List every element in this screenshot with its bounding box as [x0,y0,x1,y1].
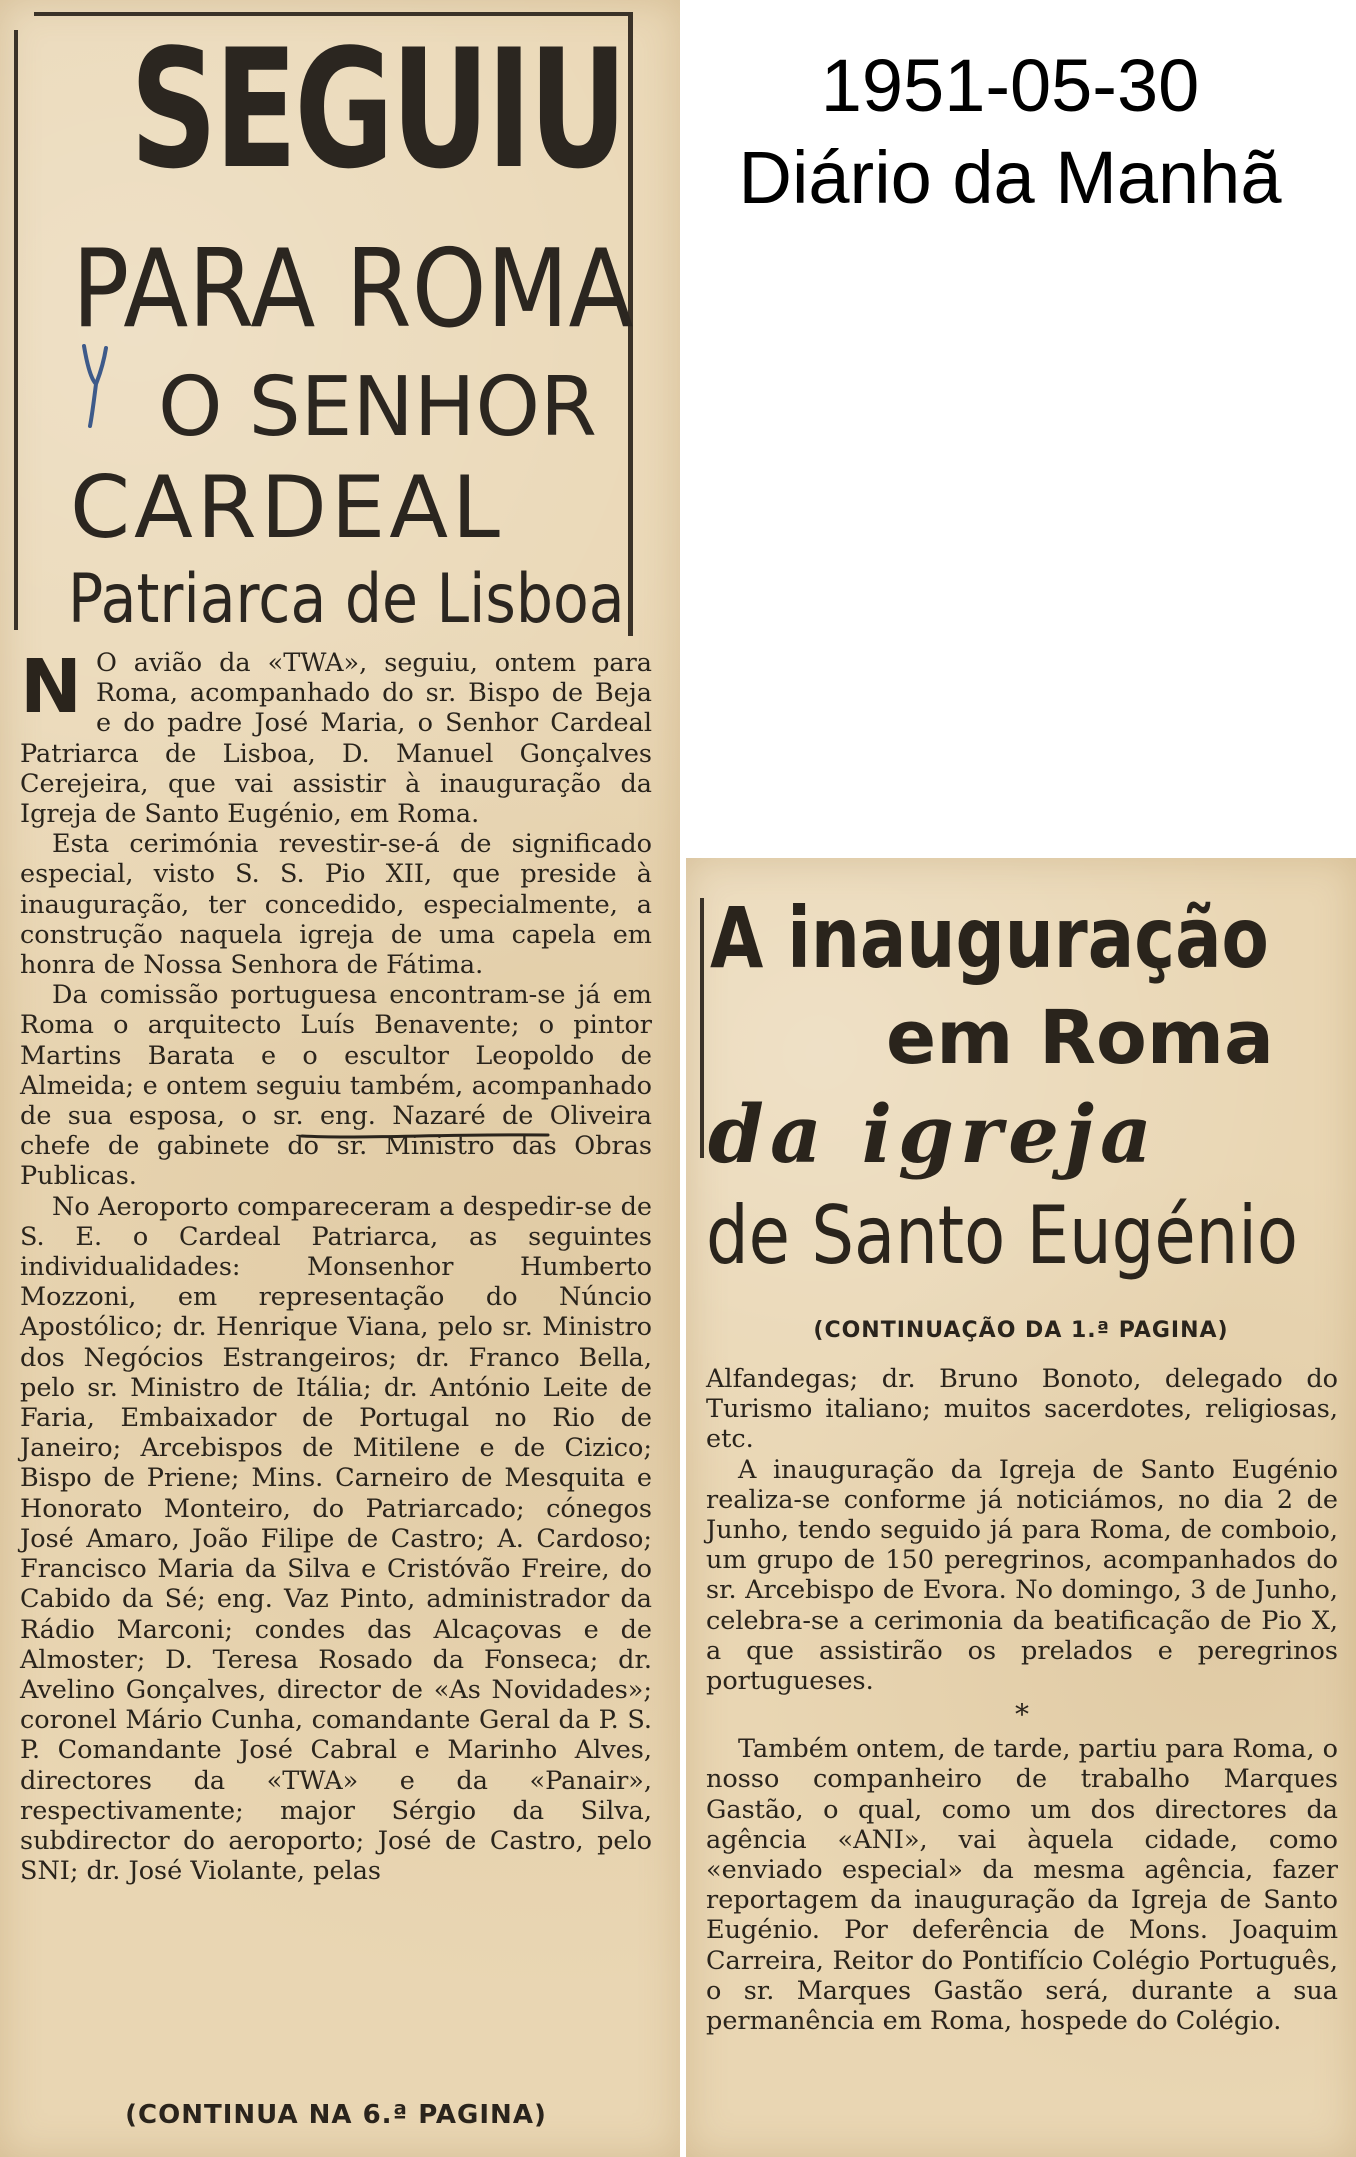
clipping-right [686,858,1356,2157]
paragraph: Alfandegas; dr. Bruno Bonoto, delegado do Turismo italiano; muitos sacerdotes, religiosas, etc. [706,1364,1338,1455]
headline-da-igreja: da igreja [708,1087,1158,1181]
paragraph: No Aeroporto compareceram a despedir-se de S. E. o Cardeal Patriarca, as seguintes individualidades: Monsenhor Humberto Mozzoni, em representação do Núncio Apostólico; dr. Henrique Viana, pelo sr. Ministro dos Negócios Estrangeiros; dr. Franco Bella, pelo sr. Ministro de Itália; dr. António Leite de Faria, Embaixador de Portugal no Rio de Janeiro; Arcebispos de Mitilene e de Cizico; Bispo de Priene; Mins. Carneiro de Mesquita e Honorato Monteiro, do Patriarcado; cónegos José Amaro, João Filipe de Castro; A. Cardoso; Francisco Maria da Silva e Cristóvão Freire, do Cabido da Sé; eng. Vaz Pinto, administrador da Rádio Marconi; condes das Alcaçovas e de Almoster; D. Teresa Rosado da Fonseca; dr. Avelino Gonçalves, director de «As Novidades»; coronel Mário Cunha, comandante Geral da P. S. P. Comandante José Cabral e Marinho Alves, directores da «TWA» e da «Panair», respectivamente; major Sérgio da Silva, subdirector do aeroporto; José de Castro, pelo SNI; dr. José Violante, pelas [20,1191,652,1887]
paragraph: O avião da «TWA», seguiu, ontem para Roma, acompanhado do sr. Bispo de Beja e do padre José Maria, o Senhor Cardeal Patriarca de Lisboa, D. Manuel Gonçalves Cerejeira, que vai assistir à inauguração da Igreja de Santo Eugénio, em Roma. [20,648,652,830]
paragraph: Da comissão portuguesa encontram-se já em Roma o arquitecto Luís Benavente; o pintor Martins Barata e o escultor Leopoldo de Almeida; e ontem seguiu também, acompanhado de sua esposa, o sr. eng. Nazaré de Oliveira chefe de gabinete do sr. Ministro das Obras Publicas. [20,980,652,1192]
caption-date: 1951-05-30 [820,44,1200,127]
caption-newspaper: Diário da Manhã [738,136,1282,219]
article-body-left [20,644,652,1887]
pen-annotation-mark [80,340,110,430]
section-separator: * [1015,1698,1029,1732]
headline-o-senhor: O SENHOR [158,360,597,455]
headline-em-roma: em Roma [886,995,1274,1081]
headline-seguiu: SEGUIU [130,14,625,205]
headline-frame-rule [14,30,18,630]
paragraph: A inauguração da Igreja de Santo Eugénio realiza-se conforme já noticiámos, no dia 2 de Junho, tendo seguido já para Roma, de comboio, um grupo de 150 peregrinos, acompanhados do sr. Arcebispo de Evora. No domingo, 3 de Junho, celebra-se a cerimonia da beatificação de Pio X, a que assistirão os prelados e peregrinos portugueses. [706,1454,1338,1697]
headline-santo-eugenio: de Santo Eugénio [706,1189,1299,1282]
paragraph: Esta cerimónia revestir-se-á de significado especial, visto S. S. Pio XII, que preside à inauguração, ter concedido, especialmente, a construção naquela igreja de uma capela em honra de Nossa Senhora de Fátima. [20,829,652,981]
headline-frame-rule [700,898,704,1158]
headline-inauguracao: A inauguração [710,889,1269,987]
headline-patriarca: Patriarca de Lisboa [68,560,625,639]
continuation-notice: (CONTINUAÇÃO DA 1.ª PAGINA) [813,1318,1229,1343]
drop-cap: N [20,644,82,730]
article-body-right [706,1364,1338,2036]
paragraph: Também ontem, de tarde, partiu para Roma, o nosso companheiro de trabalho Marques Gastão, o qual, como um dos directores da agência «ANI», vai àquela cidade, como «enviado especial» da mesma agência, fazer reportagem da inauguração da Igreja de Santo Eugénio. Por deferência de Mons. Joaquim Carreira, Reitor do Pontifício Colégio Português, o sr. Marques Gastão será, durante a sua permanência em Roma, hospede do Colégio. [706,1734,1338,2037]
continued-notice: (CONTINUA NA 6.ª PAGINA) [125,2100,547,2130]
clipping-caption [685,40,1335,224]
headline-para-roma: PARA ROMA [72,227,634,352]
pen-underline-mark [300,1130,550,1142]
headline-cardeal: CARDEAL [70,458,504,558]
